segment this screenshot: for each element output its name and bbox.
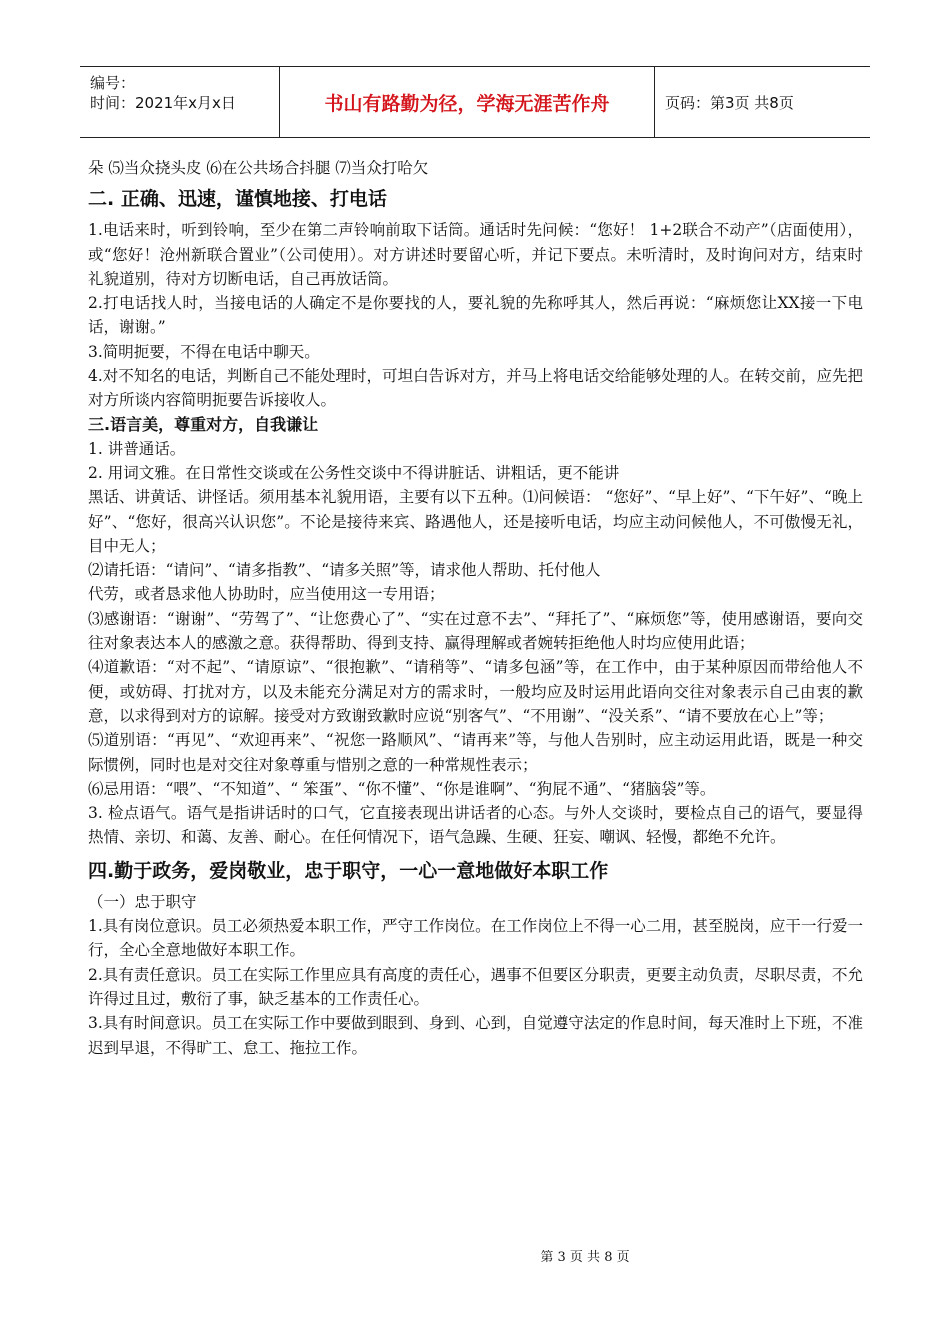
paragraph: 3.简明扼要，不得在电话中聊天。 <box>88 342 320 361</box>
document-time-label: 时间：2021年x月x日 <box>90 94 236 112</box>
header-motto: 书山有路勤为径，学海无涯苦作舟 <box>280 67 655 137</box>
document-number-label: 编号： <box>90 74 136 92</box>
section-heading-3: 三.语言美，尊重对方，自我谦让 <box>88 414 319 434</box>
header-page-code: 页码：第3页 共8页 <box>665 93 794 112</box>
paragraph: 1.具有岗位意识。员工必须热爱本职工作，严守工作岗位。在工作岗位上不得一心二用，甚至脱岗，应干一行爱一行，全心全意地做好本职工作。 <box>88 917 863 960</box>
page-footer <box>0 1246 950 1265</box>
paragraph: 3. 检点语气。语气是指讲话时的口气，它直接表现出讲话者的心态。与外人交谈时，要检点自己的语气，要显得热情、亲切、和蔼、友善、耐心。在任何情况下，语气急躁、生硬、狂妄、嘲讽、轻慢，都绝不允许。 <box>88 804 863 847</box>
section-heading-2: 二. 正确、迅速，谨慎地接、打电话 <box>88 188 387 211</box>
paragraph: ⑷道歉语：“对不起”、“请原谅”、“很抱歉”、“请稍等”、“请多包涵”等，在工作中，由于某种原因而带给他人不便，或妨碍、打扰对方，以及未能充分满足对方的需求时，一般均应及时运用此语向交往对象表示自己由衷的歉意，以求得到对方的谅解。接受对方致谢致歉时应说“别客气”、“不用谢”、“没关系”、“请不要放在心上”等； <box>88 658 863 725</box>
page-header-table <box>80 66 870 138</box>
paragraph: 3.具有时间意识。员工在实际工作中要做到眼到、身到、心到，自觉遵守法定的作息时间，每天准时上下班，不准迟到早退，不得旷工、怠工、拖拉工作。 <box>88 1014 863 1057</box>
header-meta-cell <box>80 67 280 137</box>
paragraph: 1.电话来时，听到铃响，至少在第二声铃响前取下话筒。通话时先问候：“您好！ 1+2联合不动产”（店面使用），或“您好！沧州新联合置业”（公司使用）。对方讲述时要留心听，并记下要点。未听清时，及时询问对方，结束时礼貌道别，待对方切断电话，自己再放话筒。 <box>88 221 863 288</box>
paragraph: 2.具有责任意识。员工在实际工作里应具有高度的责任心，遇事不但要区分职责，更要主动负责，尽职尽责，不允许得过且过，敷衍了事，缺乏基本的工作责任心。 <box>88 965 863 1008</box>
paragraph: ⑹忌用语：“喂”、“不知道”、“ 笨蛋”、“你不懂”、“你是谁啊”、“狗屁不通”、“猪脑袋”等。 <box>88 779 716 798</box>
paragraph: ⑶感谢语：“谢谢”、“劳驾了”、“让您费心了”、“实在过意不去”、“拜托了”、“麻烦您”等，使用感谢语，要向交往对象表达本人的感激之意。获得帮助、得到支持、赢得理解或者婉转拒绝他人时均应使用此语； <box>88 609 863 653</box>
paragraph: ⑸道别语：“再见”、“欢迎再来”、“祝您一路顺风”、“请再来”等，与他人告别时，应主动运用此语，既是一种交际惯例，同时也是对交往对象尊重与惜别之意的一种常规性表示； <box>88 731 863 774</box>
document-body <box>88 156 863 1060</box>
paragraph: 2. 用词文雅。在日常性交谈或在公务性交谈中不得讲脏话、讲粗话，更不能讲 <box>88 463 620 482</box>
paragraph: 1. 讲普通话。 <box>88 439 186 458</box>
section-heading-4: 四.勤于政务，爱岗敬业，忠于职守，一心一意地做好本职工作 <box>88 859 609 882</box>
paragraph: 4.对不知名的电话，判断自己不能处理时，可坦白告诉对方，并马上将电话交给能够处理的人。在转交前，应先把对方所谈内容简明扼要告诉接收人。 <box>88 367 863 410</box>
footer-page-number: 第 3 页 共 8 页 <box>540 1250 630 1265</box>
subheading: （一）忠于职守 <box>88 892 197 911</box>
paragraph: 朵 ⑸当众挠头皮 ⑹在公共场合抖腿 ⑺当众打哈欠 <box>88 159 429 177</box>
paragraph: 代劳，或者恳求他人协助时，应当使用这一专用语； <box>88 585 445 604</box>
paragraph: 黑话、讲黄话、讲怪话。须用基本礼貌用语，主要有以下五种。⑴问候语： “您好”、“早上好”、“下午好”、“晚上好”、“您好，很高兴认识您”。不论是接待来宾、路遇他人，还是接听电话，均应主动问候他人，不可傲慢无礼，目中无人； <box>88 488 863 555</box>
paragraph: 2.打电话找人时，当接电话的人确定不是你要找的人，要礼貌的先称呼其人，然后再说：“麻烦您让XX接一下电话，谢谢。” <box>88 294 863 337</box>
paragraph: ⑵请托语：“请问”、“请多指教”、“请多关照”等，请求他人帮助、托付他人 <box>88 561 601 580</box>
